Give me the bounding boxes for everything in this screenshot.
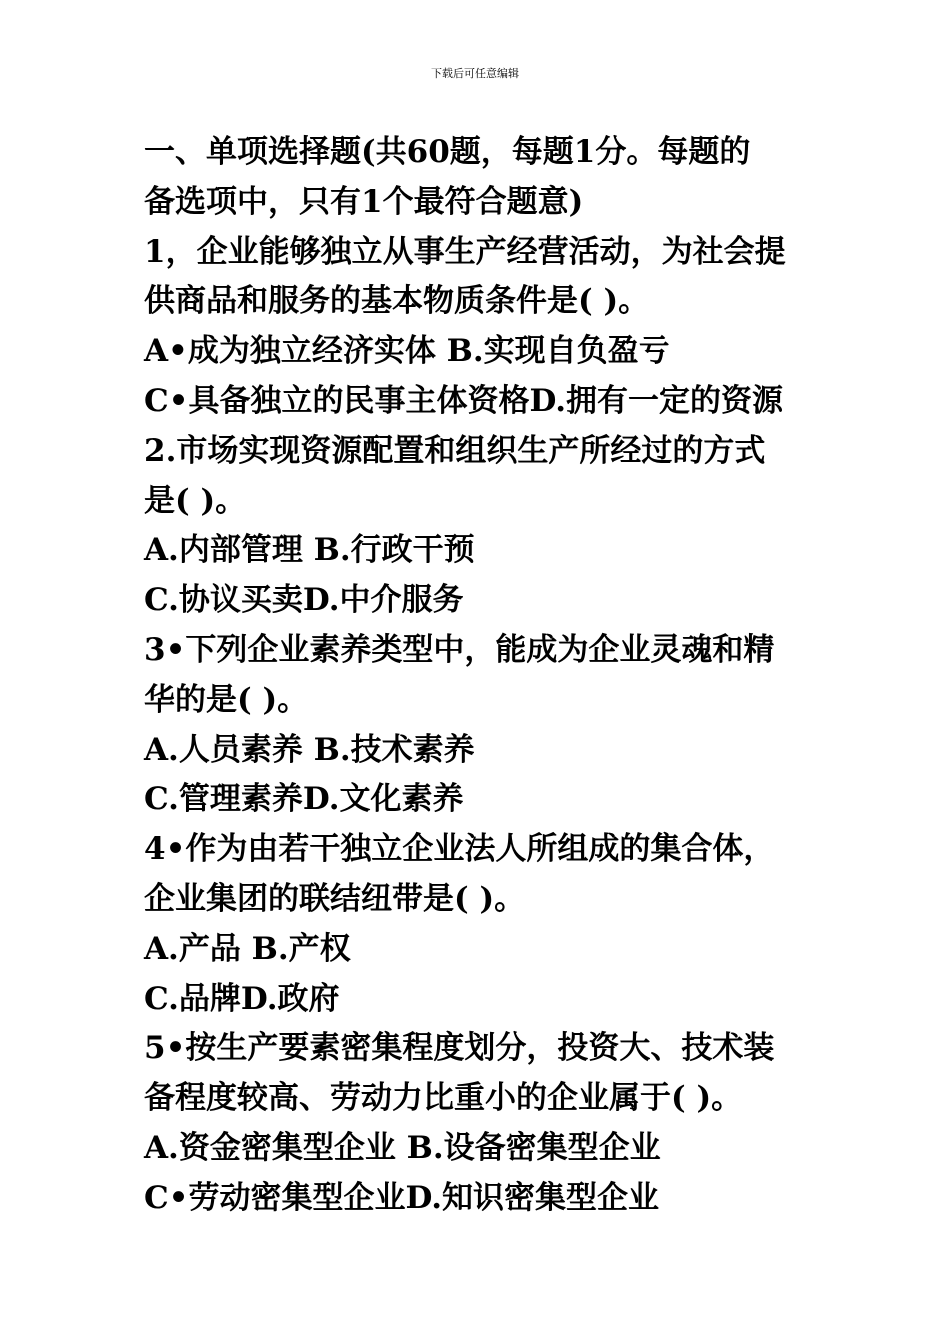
question-5-line-1: 5•按生产要素密集程度划分，投资大、技术装 [144, 1030, 775, 1067]
question-4-options-ab: A.产品 B.产权 [144, 930, 351, 967]
question-2-options-cd: C.协议买卖D.中介服务 [144, 582, 464, 619]
question-1-line-1: 1，企业能够独立从事生产经营活动，为社会提 [144, 233, 786, 270]
question-5-options-ab: A.资金密集型企业 B.设备密集型企业 [144, 1129, 661, 1166]
question-3-line-2: 华的是( )。 [144, 681, 309, 718]
question-5-options-cd: C•劳动密集型企业D.知识密集型企业 [144, 1179, 660, 1216]
page-header-note: 下载后可任意编辑 [431, 67, 519, 80]
question-4-line-1: 4•作为由若干独立企业法人所组成的集合体， [144, 831, 775, 868]
section-title-line-1: 一、单项选择题(共60题，每题1分。每题的 [144, 134, 751, 170]
question-1-options-ab: A•成为独立经济实体 B.实现自负盈亏 [144, 333, 670, 370]
question-3-line-1: 3•下列企业素养类型中，能成为企业灵魂和精 [144, 631, 775, 668]
question-2-options-ab: A.内部管理 B.行政干预 [144, 532, 475, 569]
question-1-line-2: 供商品和服务的基本物质条件是( )。 [144, 283, 650, 320]
section-title-line-2: 备选项中，只有1个最符合题意) [144, 183, 584, 220]
question-2-line-2: 是( )。 [144, 482, 247, 519]
question-1-options-cd: C•具备独立的民事主体资格D.拥有一定的资源 [144, 382, 784, 419]
document-body [144, 128, 824, 1224]
question-2-line-1: 2.市场实现资源配置和组织生产所经过的方式 [144, 432, 766, 469]
question-3-options-cd: C.管理素养D.文化素养 [144, 781, 464, 818]
question-3-options-ab: A.人员素养 B.技术素养 [144, 731, 475, 768]
question-5-line-2: 备程度较高、劳动力比重小的企业属于( )。 [144, 1080, 743, 1117]
question-4-line-2: 企业集团的联结纽带是( )。 [144, 880, 526, 917]
question-4-options-cd: C.品牌D.政府 [144, 980, 340, 1017]
